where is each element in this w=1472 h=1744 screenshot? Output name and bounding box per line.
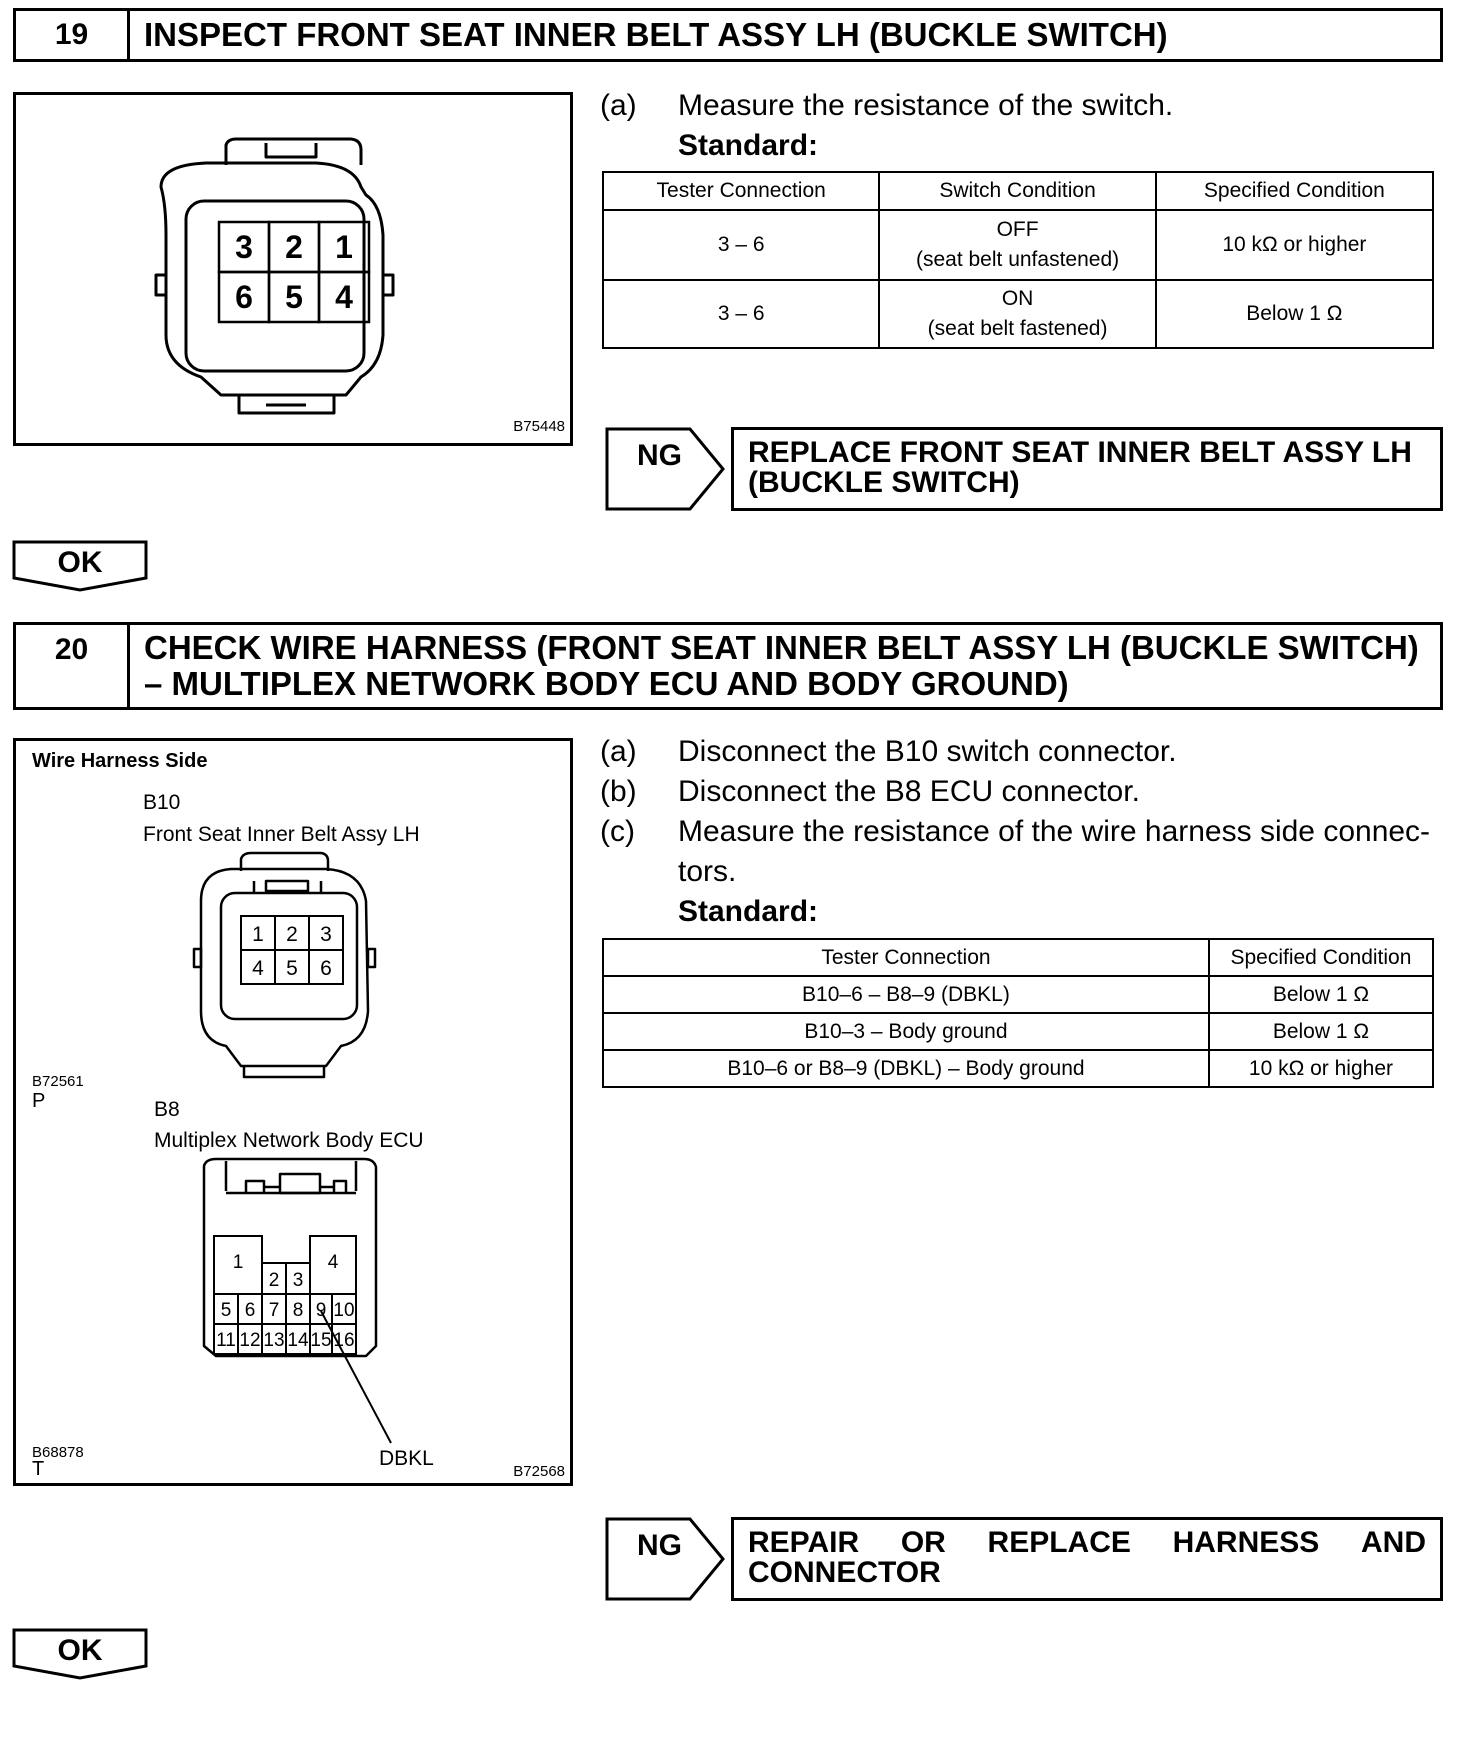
pin-label: 4 [335, 279, 353, 315]
connector-code: B8 [154, 1098, 180, 1121]
standard-label: Standard: [678, 895, 819, 928]
pin-label: 6 [244, 1300, 256, 1321]
figure-heading: Wire Harness Side [32, 750, 208, 772]
step-20-spec-table [602, 938, 1434, 1088]
table-header: Specified Condition [1156, 172, 1433, 210]
ok-label: OK [57, 1634, 103, 1667]
table-cell: 10 kΩ or higher [1209, 1050, 1433, 1087]
condition-line: (seat belt fastened) [927, 317, 1108, 340]
step-number: 19 [16, 11, 130, 59]
figure-id: B75448 [513, 418, 565, 435]
instruction-label: (a) [600, 89, 637, 122]
ng-action-line: (BUCKLE SWITCH) [748, 466, 1020, 499]
pin-label: 5 [285, 279, 303, 315]
ok-arrow [12, 540, 148, 592]
pin-label: 9 [315, 1300, 327, 1321]
pin-label: 6 [320, 957, 332, 980]
condition-line: ON [1001, 287, 1034, 310]
step-19-header [13, 8, 1443, 62]
table-row [603, 976, 1433, 1013]
table-cell: B10–3 – Body ground [603, 1013, 1209, 1050]
ng-arrow [605, 427, 727, 511]
pin-label: 13 [263, 1330, 285, 1351]
table-row [603, 1013, 1433, 1050]
table-cell: 3 – 6 [603, 280, 879, 348]
figure-id: B72568 [513, 1463, 565, 1480]
table-cell: Below 1 Ω [1209, 1013, 1433, 1050]
wire-harness-figure [13, 738, 573, 1486]
buckle-switch-figure [13, 92, 573, 446]
wire-harness-connectors-drawing [16, 741, 570, 1483]
pin-label: 5 [220, 1300, 232, 1321]
instruction-text: Measure the resistance of the switch. [678, 89, 1174, 122]
sub-figure-letter: T [32, 1458, 45, 1480]
instruction-label: (b) [600, 775, 637, 808]
table-cell: Below 1 Ω [1156, 280, 1433, 348]
ng-action-word: OR [900, 1526, 946, 1559]
table-cell: 3 – 6 [603, 210, 879, 280]
pin-label: 2 [268, 1270, 280, 1291]
buckle-switch-connector-drawing [16, 95, 570, 443]
instruction-text: Measure the resistance of the wire harness side connec- [678, 815, 1431, 848]
ng-action-word: HARNESS [1172, 1526, 1320, 1559]
ng-action-word: REPLACE [987, 1526, 1131, 1559]
pin-label: 12 [239, 1330, 261, 1351]
pin-label: 3 [320, 923, 332, 946]
step-title [130, 625, 1440, 707]
ok-label: OK [57, 546, 103, 579]
step-20-header [13, 622, 1443, 710]
ng-action-box [731, 427, 1443, 511]
ng-action-line: REPLACE FRONT SEAT INNER BELT ASSY LH [748, 436, 1412, 469]
condition-line: (seat belt unfastened) [915, 248, 1120, 271]
table-cell: B10–6 or B8–9 (DBKL) – Body ground [603, 1050, 1209, 1087]
pin-label: 15 [310, 1330, 332, 1351]
pin-label: 16 [333, 1330, 355, 1351]
ng-action-line: CONNECTOR [748, 1556, 941, 1589]
step-title: INSPECT FRONT SEAT INNER BELT ASSY LH (BUCKLE SWITCH) [144, 16, 1168, 53]
step-20-instructions [600, 732, 1450, 932]
sub-figure-id: B68878 [32, 1444, 84, 1461]
table-header: Tester Connection [603, 939, 1209, 976]
table-row [603, 280, 1433, 348]
instruction-label: (a) [600, 735, 637, 768]
step-19-spec-table [602, 171, 1434, 349]
pin-label: 1 [232, 1252, 244, 1273]
table-row [603, 1050, 1433, 1087]
connector-name: Front Seat Inner Belt Assy LH [143, 823, 420, 846]
ng-action-word: REPAIR [748, 1526, 860, 1559]
pin-label: 3 [235, 229, 253, 265]
pin-label: 2 [286, 923, 298, 946]
condition-line: OFF [996, 218, 1039, 241]
sub-figure-id: B72561 [32, 1073, 84, 1090]
instruction-label: (c) [600, 815, 635, 848]
table-cell: B10–6 – B8–9 (DBKL) [603, 976, 1209, 1013]
table-header: Tester Connection [603, 172, 879, 210]
pin-label: 8 [292, 1300, 304, 1321]
step-number: 20 [16, 625, 130, 707]
table-cell: Below 1 Ω [1209, 976, 1433, 1013]
table-header: Specified Condition [1209, 939, 1433, 976]
ng-action-word: AND [1361, 1526, 1426, 1559]
ng-label: NG [637, 1529, 682, 1562]
sub-figure-letter: P [32, 1090, 46, 1112]
step-19-instructions [600, 86, 1440, 166]
pin-label: 14 [287, 1330, 309, 1351]
pin-label: 6 [235, 279, 253, 315]
table-cell [879, 210, 1155, 280]
pin-label: 1 [252, 923, 264, 946]
pin-label: 10 [333, 1300, 355, 1321]
table-cell: 10 kΩ or higher [1156, 210, 1433, 280]
pin-label: 3 [292, 1270, 304, 1291]
connector-name: Multiplex Network Body ECU [154, 1129, 424, 1152]
ng-action-line [748, 1528, 1426, 1558]
instruction-text: Disconnect the B10 switch connector. [678, 735, 1177, 768]
table-header: Switch Condition [879, 172, 1155, 210]
pin-label: 11 [216, 1330, 236, 1351]
instruction-text: Disconnect the B8 ECU connector. [678, 775, 1140, 808]
ng-label: NG [637, 439, 682, 472]
standard-label: Standard: [678, 129, 819, 162]
table-row [603, 210, 1433, 280]
instruction-text-continued: tors. [678, 855, 737, 888]
step-title-line: CHECK WIRE HARNESS (FRONT SEAT INNER BELT ASSY LH (BUCKLE SWITCH) [144, 629, 1419, 666]
step-title-line: – MULTIPLEX NETWORK BODY ECU AND BODY GROUND) [144, 665, 1069, 702]
ng-action-box [731, 1517, 1443, 1601]
pin-label: 5 [286, 957, 298, 980]
pin-label: 2 [285, 229, 303, 265]
pointer-label: DBKL [379, 1447, 434, 1470]
connector-code: B10 [143, 791, 181, 814]
ok-arrow [12, 1628, 148, 1680]
ng-arrow [605, 1517, 727, 1601]
pin-label: 7 [268, 1300, 280, 1321]
pin-label: 1 [335, 229, 353, 265]
pin-label: 4 [252, 957, 264, 980]
pin-label: 4 [327, 1252, 339, 1273]
table-cell [879, 280, 1155, 348]
